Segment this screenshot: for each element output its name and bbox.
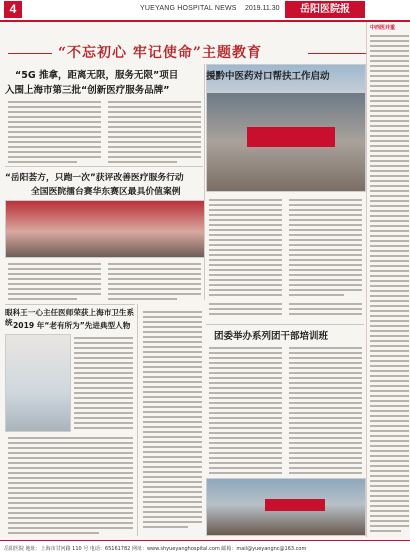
paper-english-name: YUEYANG HOSPITAL NEWS	[140, 5, 237, 12]
article-award-case	[5, 170, 203, 300]
headline-line-2: 全国医院擂台赛华东赛区最具价值案例	[31, 187, 181, 197]
article-body-col-2	[105, 260, 203, 300]
issue-date: 2019.11.30	[245, 5, 280, 12]
article-body-col-1	[206, 344, 284, 474]
section-divider	[5, 304, 135, 305]
article-continuation-right	[206, 300, 364, 320]
headline: “5G 推拿，距离无限，服务无限”项目	[15, 70, 179, 81]
photo-group-banner	[206, 92, 366, 192]
article-body-col-1	[5, 260, 103, 300]
article-continuation-middle	[140, 308, 204, 536]
article-5g-massage	[5, 64, 203, 164]
headline-line-2: 2019 年“老有所为”先进典型人物	[13, 321, 131, 330]
headline: “岳阳荟方，只跑一次”获评改善医疗服务行动	[5, 173, 184, 183]
article-body-col-1	[206, 196, 284, 296]
article-guizhou-support	[206, 71, 364, 300]
headline-line-2: 入围上海市第三批“创新医疗服务品牌”	[5, 85, 170, 96]
headline: 眼科王一心主任医师荣获上海市卫生系统	[5, 308, 135, 327]
headline: 援黔中医药对口帮扶工作启动	[206, 71, 330, 82]
article-body-col-2	[71, 334, 135, 429]
theme-left-rule	[8, 53, 52, 54]
paper-logo: 岳阳医院报	[285, 1, 365, 18]
theme-right-rule	[308, 53, 366, 54]
theme-title: “不忘初心 牢记使命”主题教育	[58, 45, 262, 61]
banner-red	[265, 499, 325, 511]
article-body-col-2	[286, 196, 364, 296]
article-body-col-2	[286, 344, 364, 474]
theme-banner	[8, 42, 366, 64]
photo-training-group	[206, 478, 366, 536]
sidebar-column	[366, 22, 410, 537]
section-divider	[206, 324, 364, 325]
article-ophthalmology-award	[5, 308, 135, 536]
section-divider	[5, 166, 203, 167]
sidebar-title: 中西医并重	[370, 25, 396, 31]
page-number: 4	[4, 1, 22, 18]
photo-award-stage	[5, 200, 205, 258]
footer: 岳阳医院 地址：上海市甘河路 110 号 电话：65161782 网址：www.shyueyanghospital.com 邮箱：mail@yueyangnc@163.com	[0, 540, 410, 556]
column-divider	[137, 304, 138, 536]
headline: 团委举办系列团干部培训班	[214, 331, 329, 342]
banner-red	[247, 127, 335, 147]
article-body-col-1	[5, 98, 103, 163]
article-body-col-2	[105, 98, 203, 163]
masthead	[0, 0, 410, 22]
article-youth-training	[206, 328, 364, 536]
article-body-lower	[5, 434, 135, 534]
photo-doctor	[5, 334, 71, 432]
